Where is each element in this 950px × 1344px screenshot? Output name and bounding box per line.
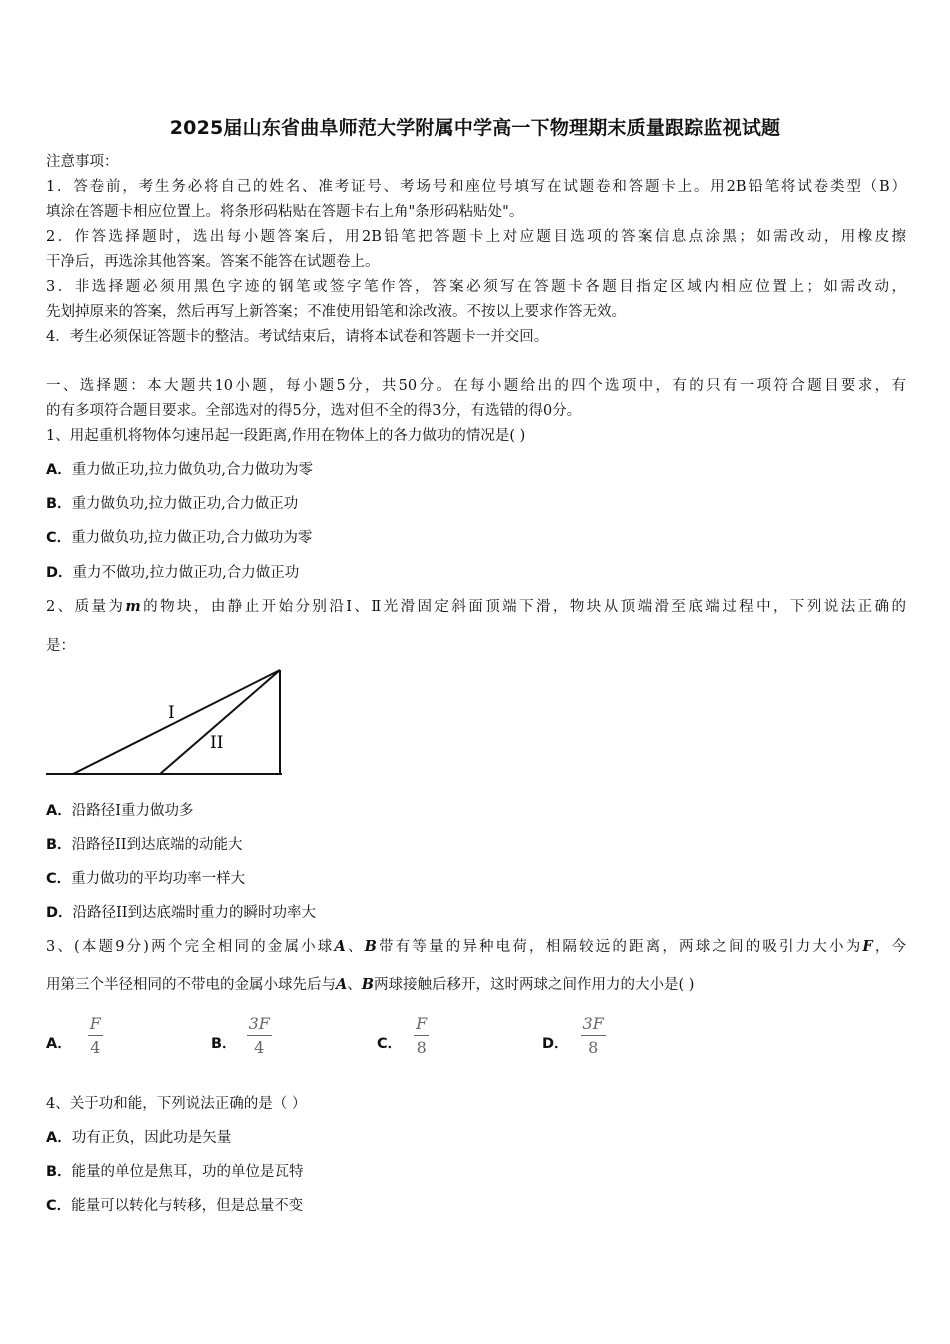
fraction [88,1014,103,1057]
option-label: C． [46,871,72,887]
notice-line: 4．考生必须保证答题卡的整洁。考试结束后，请将本试卷和答题卡一并交回。 [46,329,549,345]
option-text: 重力做功的平均功率一样大 [71,871,246,887]
q3-option-d [542,1010,606,1060]
notice-line: 干净后，再选涂其他答案。答案不能答在试题卷上。 [46,254,380,270]
fraction-denominator: 4 [90,1037,101,1057]
option-label: B． [211,1035,237,1052]
notice-line: 2．作答选择题时，选出每小题答案后，用2B铅笔把答题卡上对应题目选项的答案信息点涂黑；如需改动，用橡皮擦 [46,229,906,245]
option-label: A． [46,462,72,478]
q3-option-a [46,1010,103,1060]
fraction-numerator: 3F [582,1013,604,1033]
notice-line: 填涂在答题卡相应位置上。将条形码粘贴在答题卡右上角"条形码粘贴处"。 [46,204,524,220]
fraction-bar [88,1035,103,1036]
fraction [414,1014,429,1057]
option-text: 重力做负功,拉力做正功,合力做正功 [71,496,299,512]
q1-option-a [46,460,313,480]
option-label: A． [46,803,72,819]
option-text: 能量可以转化与转移，但是总量不变 [71,1198,304,1214]
q2-option-b [46,835,243,855]
notice-line: 先划掉原来的答案，然后再写上新答案；不准使用铅笔和涂改液。不按以上要求作答无效。 [46,304,626,320]
fraction-numerator: 3F [248,1013,270,1033]
notice-heading: 注意事项： [46,154,119,170]
option-label: B． [46,496,72,512]
incline-figure [46,664,286,780]
option-text: 重力做正功,拉力做负功,合力做功为零 [71,462,313,478]
q4-option-a [46,1128,231,1148]
q3-sep: 、 [347,977,362,993]
option-text: 能量的单位是焦耳，功的单位是瓦特 [71,1164,304,1180]
q1-option-d [46,563,299,583]
section-intro: 一、选择题：本大题共10小题，每小题5分，共50分。在每小题给出的四个选项中，有的只有一项符合题目要求，有 [46,378,906,394]
question-3-stem [46,937,906,957]
fraction-bar [414,1035,429,1036]
option-text: 沿路径II到达底端的动能大 [71,837,243,853]
option-text: 沿路径Ⅰ重力做功多 [71,803,194,819]
notice-line: 1．答卷前，考生务必将自己的姓名、准考证号、考场号和座位号填写在试题卷和答题卡上。用2B铅笔将试卷类型（B） [46,179,906,195]
option-label: C． [46,1198,72,1214]
fraction-denominator: 8 [588,1037,599,1057]
path-1-label: I [168,703,175,723]
question-2-stem [46,597,906,617]
q3-stem-part: ，今 [872,939,907,955]
q4-option-b [46,1162,304,1182]
q2-option-a [46,801,193,821]
notice-line: 3．非选择题必须用黑色字迹的钢笔或签字笔作答，答案必须写在答题卡各题目指定区域内相应位置上；如需改动， [46,279,906,295]
option-label: C． [46,530,72,546]
option-label: D． [46,565,73,581]
question-4-stem: 4、关于功和能，下列说法正确的是（ ） [46,1096,307,1112]
option-label: B． [46,837,72,853]
fraction-bar [581,1035,606,1036]
option-text: 功有正负，因此功是矢量 [71,1130,232,1146]
q2-stem-part: 2、质量为 [46,599,126,615]
q3-symbol-f: F [862,938,873,955]
q3-stem-part: 3、(本题9分)两个完全相同的金属小球 [46,939,335,955]
section-intro: 的有多项符合题目要求。全部选对的得5分，选对但不全的得3分，有选错的得0分。 [46,403,582,419]
option-label: B． [46,1164,72,1180]
q2-mass-symbol: m [125,598,141,615]
page-title: 2025届山东省曲阜师范大学附属中学高一下物理期末质量跟踪监视试题 [169,117,781,139]
q2-option-d [46,903,316,923]
option-text: 重力做负功,拉力做正功,合力做功为零 [71,530,313,546]
q1-option-c [46,528,312,548]
q3-stem-part: 用第三个半径相同的不带电的金属小球先后与 [46,977,336,993]
q3-sep: 、 [345,939,365,955]
fraction [247,1014,272,1057]
q4-option-c [46,1196,303,1216]
q1-option-b [46,494,298,514]
fraction-bar [247,1035,272,1036]
fraction-numerator: F [89,1013,101,1033]
q2-option-c [46,869,245,889]
path-2-label: II [210,733,224,753]
fraction-denominator: 8 [416,1037,427,1057]
q3-options [46,1010,746,1060]
option-label: C． [377,1035,403,1052]
fraction-denominator: 4 [254,1037,265,1057]
q3-symbol-a: A [334,938,346,955]
q3-stem-part: 带有等量的异种电荷，相隔较远的距离，两球之间的吸引力大小为 [376,939,863,955]
q3-symbol-a: A [336,976,348,993]
option-label: D． [542,1035,569,1052]
q3-symbol-b: B [364,938,377,955]
option-text: 沿路径II到达底端时重力的瞬时功率大 [72,905,317,921]
q2-stem-part: 的物块，由静止开始分别沿Ⅰ、Ⅱ光滑固定斜面顶端下滑，物块从顶端滑至底端过程中，下列说法正确的 [140,599,906,615]
fraction-numerator: F [416,1013,428,1033]
option-label: A． [46,1130,72,1146]
q3-option-c [377,1010,429,1060]
option-label: D． [46,905,73,921]
fraction [581,1014,606,1057]
q3-stem-part: 两球接触后移开，这时两球之间作用力的大小是( ) [374,977,695,993]
q3-option-b [211,1010,272,1060]
question-3-stem-cont [46,975,694,995]
option-text: 重力不做功,拉力做正功,合力做正功 [72,565,300,581]
q3-symbol-b: B [361,976,375,993]
question-1-stem: 1、用起重机将物体匀速吊起一段距离,作用在物体上的各力做功的情况是( ) [46,428,526,444]
option-label: A． [46,1035,72,1052]
question-2-stem-cont: 是： [46,638,75,654]
